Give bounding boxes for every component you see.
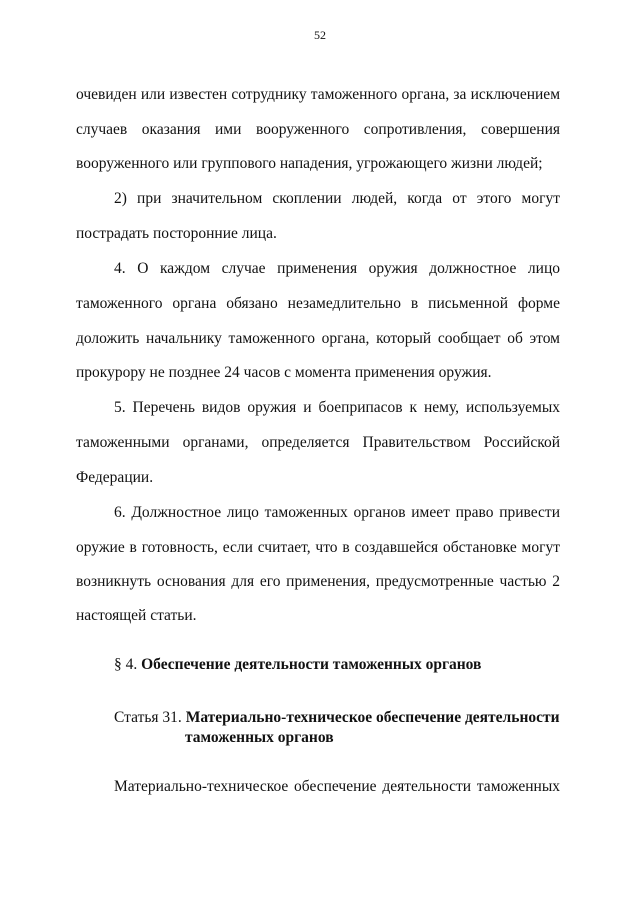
text-line: случаев оказания ими вооруженного сопротивления, совершения: [76, 121, 560, 138]
article-title-line2: таможенных органов: [185, 729, 334, 746]
text-line: 5. Перечень видов оружия и боеприпасов к нему, используемых: [114, 399, 560, 416]
section-heading: [114, 655, 481, 675]
text-line: 4. О каждом случае применения оружия должностное лицо: [114, 260, 560, 277]
text-line: прокурору не позднее 24 часов с момента применения оружия.: [76, 364, 492, 381]
section-title: Обеспечение деятельности таможенных органов: [141, 656, 482, 673]
text-line: 6. Должностное лицо таможенных органов имеет право привести: [114, 504, 560, 521]
text-line: таможенными органами, определяется Правительством Российской: [76, 434, 560, 451]
article-label: Статья 31.: [114, 709, 182, 726]
article-heading: [114, 708, 560, 748]
text-line: Федерации.: [76, 469, 154, 486]
text-line: доложить начальнику таможенного органа, который сообщает об этом: [76, 330, 560, 347]
section-number: § 4.: [114, 656, 138, 673]
text-line: таможенного органа обязано незамедлительно в письменной форме: [76, 295, 560, 312]
text-line: очевиден или известен сотруднику таможенного органа, за исключением: [76, 86, 560, 103]
text-line: Материально-техническое обеспечение деятельности таможенных: [114, 778, 560, 795]
text-line: пострадать посторонние лица.: [76, 225, 277, 242]
page-number: 52: [314, 28, 326, 42]
text-line: 2) при значительном скоплении людей, когда от этого могут: [114, 190, 560, 207]
text-line: вооруженного или группового нападения, угрожающего жизни людей;: [76, 155, 543, 172]
text-line: оружие в готовность, если считает, что в создавшейся обстановке могут: [76, 539, 560, 556]
article-title-line1: Материально-техническое обеспечение деятельности: [185, 709, 560, 726]
text-line: настоящей статьи.: [76, 607, 197, 624]
text-line: возникнуть основания для его применения, предусмотренные частью 2: [76, 573, 560, 590]
